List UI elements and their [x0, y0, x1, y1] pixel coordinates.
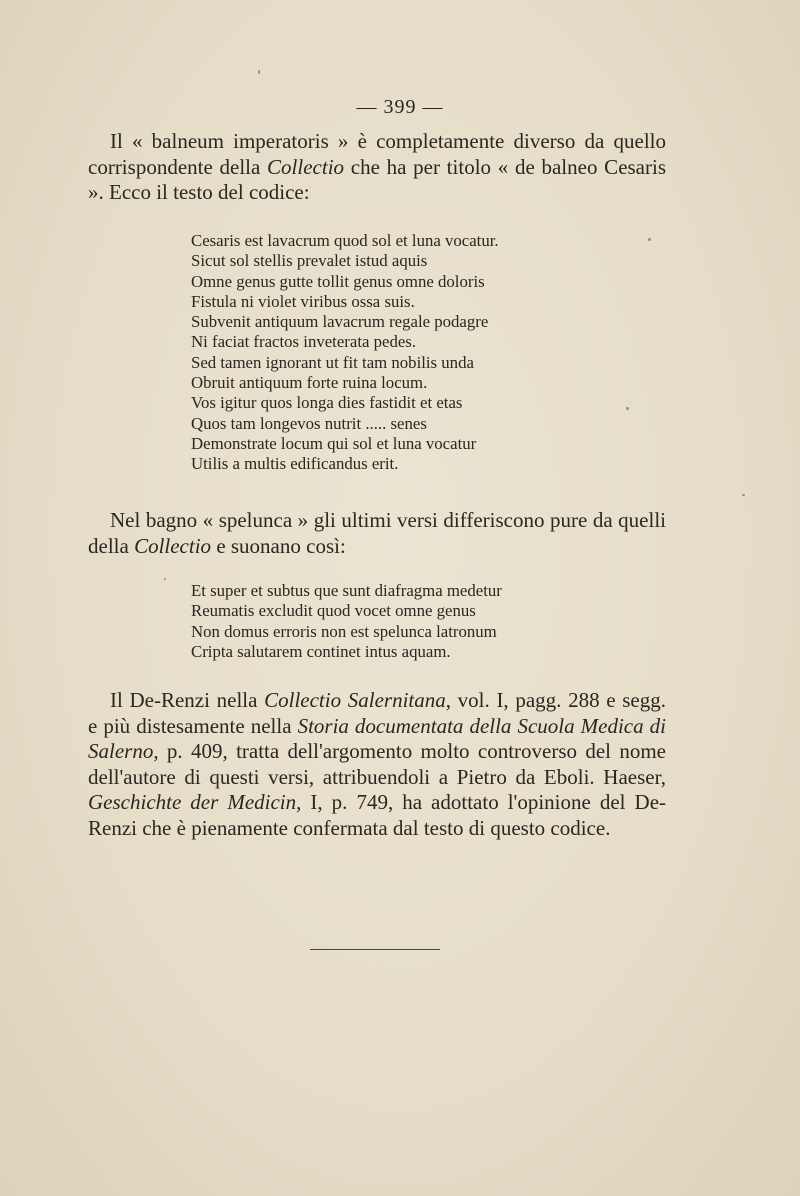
verse-line: Et super et subtus que sunt diafragma medetur [191, 581, 502, 600]
geschichte-der-medicin-title: Geschichte der Medicin [88, 790, 297, 814]
paper-speck [258, 70, 260, 74]
collectio-title: Collectio [267, 154, 345, 179]
verse-line: Utilis a multis edificandus erit. [191, 454, 399, 474]
verse-line: Cesaris est lavacrum quod sol et luna vocatur. [191, 231, 499, 250]
paper-speck [742, 494, 745, 496]
paragraph-derenzi-text: Il De-Renzi nella [110, 688, 265, 712]
paragraph-derenzi [88, 688, 666, 841]
paragraph-derenzi-text: , vol. I, pagg. 288 e segg. e più distesamente nella [88, 688, 666, 738]
paragraph-intro-tail: che ha per titolo « de balneo Cesaris ». Ecco il testo del codice: [88, 154, 667, 204]
verse-block-balneum [191, 231, 631, 475]
verse-line: Non domus erroris non est spelunca latronum [191, 621, 497, 641]
paper-speck [626, 407, 629, 410]
verse-line: Cripta salutarem continet intus aquam. [191, 641, 451, 661]
verse-line: Sed tamen ignorant ut fit tam nobilis unda [191, 352, 474, 372]
verse-line: Ni faciat fractos inveterata pedes. [191, 332, 417, 352]
paper-speck [648, 238, 651, 241]
collectio-title: Collectio [134, 533, 212, 558]
page-number: — 399 — [356, 96, 444, 118]
verse-line: Fistula ni violet viribus ossa suis. [191, 291, 415, 311]
verse-line: Obruit antiquum forte ruina locum. [191, 373, 428, 393]
verse-line: Vos igitur quos longa dies fastidit et etas [191, 393, 463, 413]
paragraph-derenzi-text: , I, p. 749, ha adottato l'opinione del De-Renzi che è pienamente confermata dal testo di questo codice. [88, 790, 667, 840]
verse-line: Omne genus gutte tollit genus omne doloris [191, 271, 485, 291]
paragraph-intro-text: Il « balneum imperatoris » è completamente diverso da quello corrispondente della [88, 129, 666, 179]
verse-line: Subvenit antiquum lavacrum regale podagre [191, 312, 489, 332]
collectio-salernitana-title: Collectio Salernitana [264, 688, 446, 712]
storia-documentata-title: Storia documentata della Scuola Medica di Salerno [88, 713, 666, 763]
paragraph-intro [88, 129, 666, 206]
paragraph-spelunca [88, 508, 666, 559]
verse-line: Demonstrate locum qui sol et luna vocatur [191, 433, 477, 453]
verse-line: Reumatis excludit quod vocet omne genus [191, 601, 476, 621]
verse-block-spelunca [191, 581, 631, 662]
paper-speck [164, 578, 166, 580]
closing-rule [310, 949, 440, 950]
paragraph-spelunca-tail: e suonano così: [211, 533, 346, 558]
verse-line: Quos tam longevos nutrit ..... senes [191, 413, 427, 433]
paragraph-derenzi-text: , p. 409, tratta dell'argomento molto controverso del nome dell'autore di questi versi, attribuendoli a Pietro da Eboli. Haeser, [88, 739, 666, 789]
paragraph-spelunca-text: Nel bagno « spelunca » gli ultimi versi differiscono pure da quelli della [88, 508, 666, 558]
verse-line: Sicut sol stellis prevalet istud aquis [191, 251, 428, 271]
